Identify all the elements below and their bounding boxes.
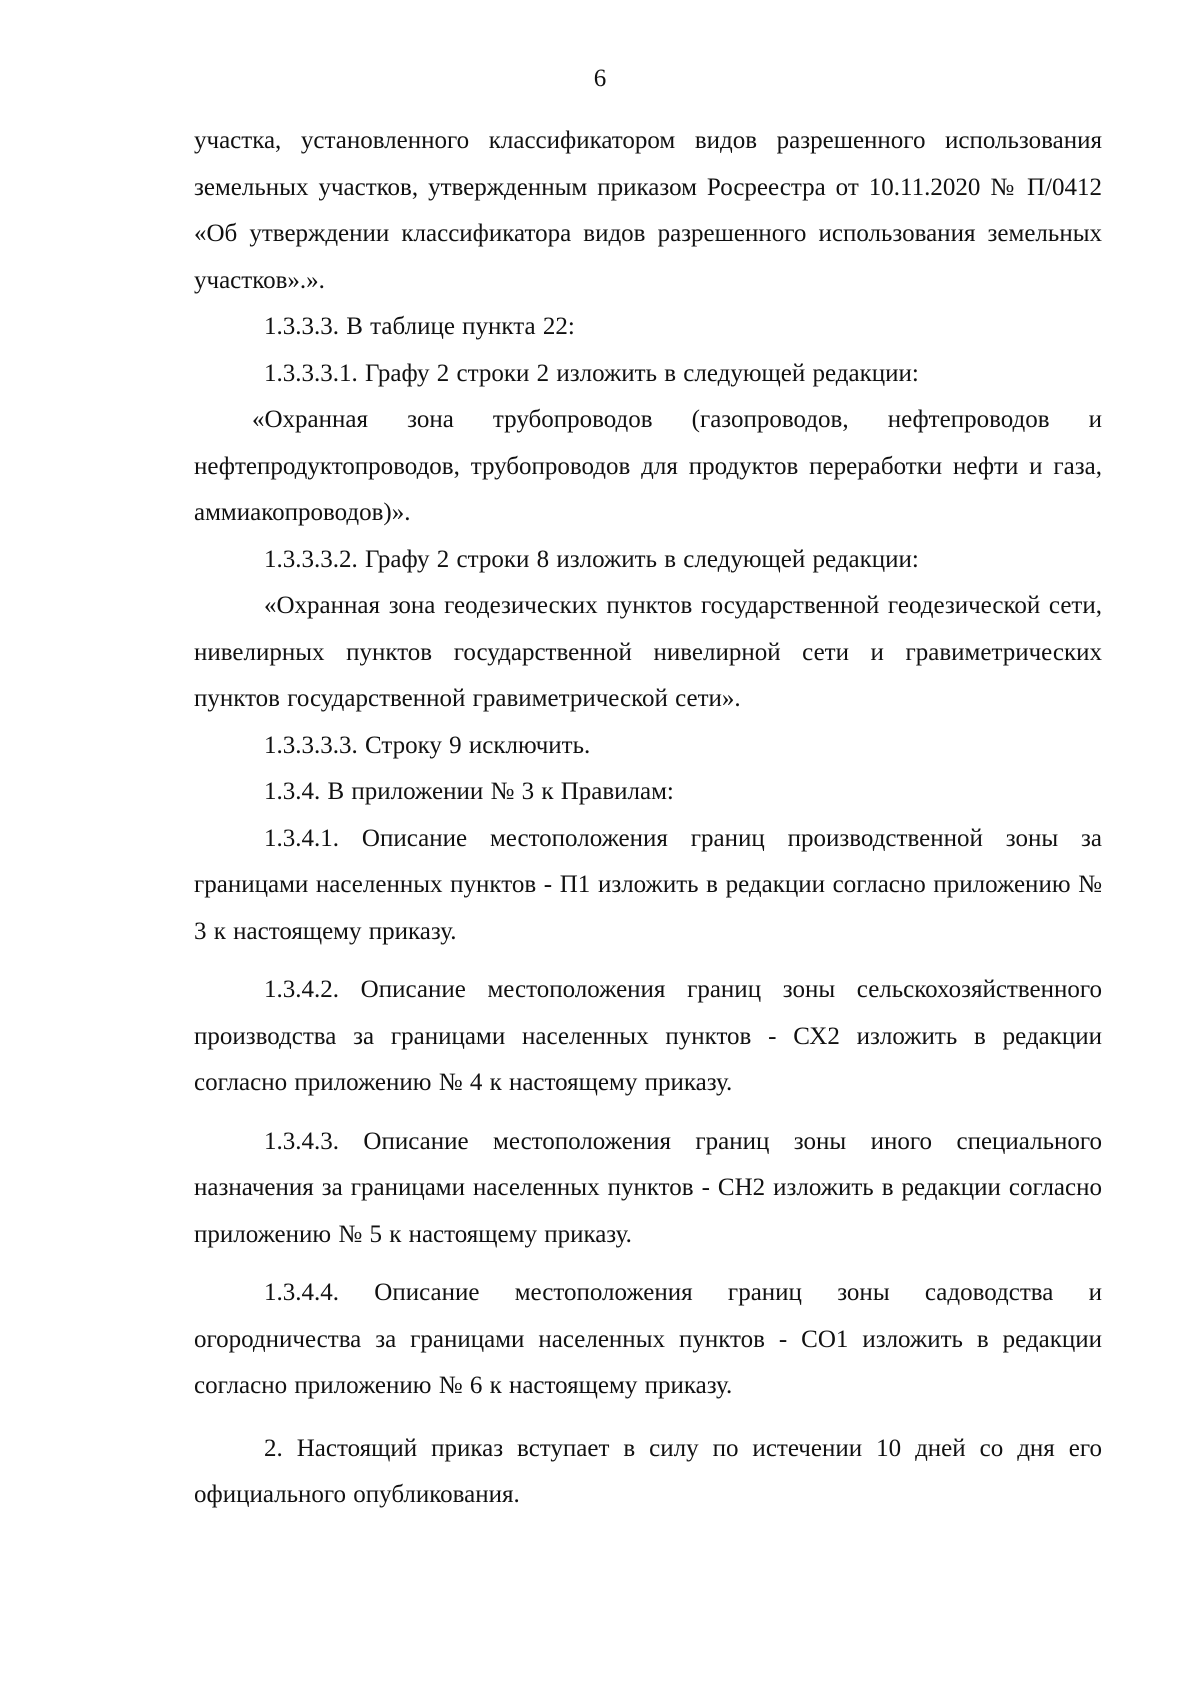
page-number: 6 xyxy=(593,65,607,92)
paragraph-1-3-4-3: 1.3.4.3. Описание местоположения границ зоны иного специального назначения за границами населенных пунктов - СН2 изложить в редакции согласно приложению № 5 к настоящему приказу. xyxy=(194,1127,1102,1248)
paragraph-continuation: участка, установленного классификатором видов разрешенного использования земельных участков, утвержденным приказом Росреестра от 10.11.2020 № П/0412 «Об утверждении классификатора видов разрешенного использования земельных участков».». xyxy=(194,127,1102,294)
paragraph-1-3-3-3-3: 1.3.3.3.3. Строку 9 исключить. xyxy=(264,731,591,759)
quote-pipeline-zone: «Охранная зона трубопроводов (газопроводов, нефтепроводов и нефтепродуктопроводов, трубопроводов для продуктов переработки нефти и газа, аммиакопроводов)». xyxy=(194,406,1102,526)
document-body xyxy=(194,118,1102,1519)
paragraph-2-effective-date: 2. Настоящий приказ вступает в силу по истечении 10 дней со дня его официального опубликования. xyxy=(194,1434,1102,1508)
paragraph-1-3-3-3: 1.3.3.3. В таблице пункта 22: xyxy=(264,313,575,340)
paragraph-1-3-3-3-2: 1.3.3.3.2. Графу 2 строки 8 изложить в следующей редакции: xyxy=(264,545,919,573)
paragraph-1-3-3-3-1: 1.3.3.3.1. Графу 2 строки 2 изложить в следующей редакции: xyxy=(264,359,919,387)
paragraph-1-3-4-1: 1.3.4.1. Описание местоположения границ производственной зоны за границами населенных пунктов - П1 изложить в редакции согласно приложению № 3 к настоящему приказу. xyxy=(194,824,1102,945)
paragraph-1-3-4-2: 1.3.4.2. Описание местоположения границ зоны сельскохозяйственного производства за границами населенных пунктов - СХ2 изложить в редакции согласно приложению № 4 к настоящему приказу. xyxy=(194,976,1102,1096)
paragraph-1-3-4: 1.3.4. В приложении № 3 к Правилам: xyxy=(264,778,674,805)
quote-geodetic-zone: «Охранная зона геодезических пунктов государственной геодезической сети, нивелирных пунктов государственной нивелирной сети и гравиметрических пунктов государственной гравиметрической сети». xyxy=(194,592,1102,712)
paragraph-1-3-4-4: 1.3.4.4. Описание местоположения границ зоны садоводства и огородничества за границами населенных пунктов - СО1 изложить в редакции согласно приложению № 6 к настоящему приказу. xyxy=(194,1279,1102,1399)
